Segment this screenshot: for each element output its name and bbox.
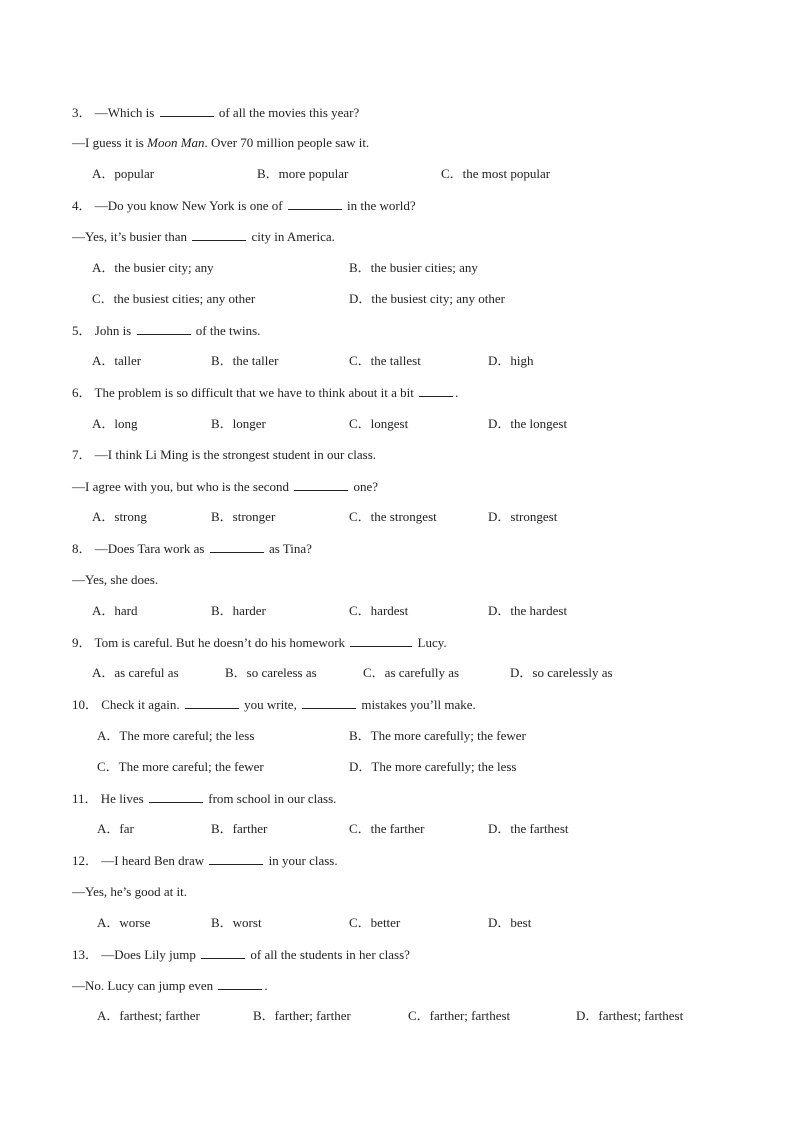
question-9-stem: 9． Tom is careful. But he doesn’t do his homework Lucy. [72,635,447,650]
movie-title: Moon Man [147,135,205,150]
question-13-stem: 13． —Does Lily jump of all the students in her class? [72,947,410,962]
question-number: 12． [72,853,99,868]
question-number: 13． [72,947,99,962]
answer-blank [288,196,342,210]
option-c[interactable]: C．as carefully as [363,665,460,680]
option-c[interactable]: C．the strongest [349,509,437,524]
option-a[interactable]: A．long [92,416,138,431]
option-d[interactable]: D．strongest [488,509,558,524]
question-number: 11． [72,791,98,806]
option-b[interactable]: B．farther; farther [253,1008,351,1023]
option-b[interactable]: B．so careless as [225,665,317,680]
question-number: 10． [72,697,99,712]
question-3-response: —I guess it is Moon Man. Over 70 million people saw it. [72,135,370,150]
option-c[interactable]: C．The more careful; the fewer [97,759,264,774]
option-b[interactable]: B．farther [211,821,268,836]
option-a[interactable]: A．The more careful; the less [97,728,255,743]
answer-blank [192,227,246,241]
question-number: 4． [72,198,92,213]
question-10-stem: 10． Check it again. you write, mistakes you’ll make. [72,697,476,712]
answer-blank [149,789,203,803]
question-4-response: —Yes, it’s busier than city in America. [72,229,335,244]
option-a[interactable]: A．far [97,821,134,836]
question-number: 6． [72,385,92,400]
option-b[interactable]: B．harder [211,603,266,618]
answer-blank [419,383,453,397]
question-number: 9． [72,635,92,650]
answer-blank [302,695,356,709]
question-6-stem: 6． The problem is so difficult that we have to think about it a bit . [72,385,459,400]
option-d[interactable]: D．the farthest [488,821,569,836]
answer-blank [160,103,214,117]
option-a[interactable]: A．hard [92,603,138,618]
question-4-stem: 4． —Do you know New York is one of in the world? [72,198,416,213]
option-a[interactable]: A．farthest; farther [97,1008,200,1023]
option-b[interactable]: B．The more carefully; the fewer [349,728,526,743]
answer-blank [209,851,263,865]
question-number: 7． [72,447,92,462]
option-d[interactable]: D．The more carefully; the less [349,759,517,774]
option-c[interactable]: C．farther; farthest [408,1008,511,1023]
option-c[interactable]: C．the busiest cities; any other [92,291,256,306]
option-a[interactable]: A．worse [97,915,151,930]
option-c[interactable]: C．longest [349,416,409,431]
answer-blank [201,945,245,959]
question-5-stem: 5． John is of the twins. [72,323,261,338]
option-d[interactable]: D．high [488,353,534,368]
answer-blank [185,695,239,709]
option-d[interactable]: D．best [488,915,532,930]
option-b[interactable]: B．the busier cities; any [349,260,478,275]
question-number: 3． [72,105,92,120]
option-b[interactable]: B．worst [211,915,262,930]
option-c[interactable]: C．hardest [349,603,409,618]
option-a[interactable]: A．popular [92,166,155,181]
answer-blank [294,477,348,491]
option-b[interactable]: B．more popular [257,166,349,181]
question-13-response: —No. Lucy can jump even . [72,978,268,993]
option-a[interactable]: A．as careful as [92,665,179,680]
option-d[interactable]: D．the busiest city; any other [349,291,505,306]
option-a[interactable]: A．strong [92,509,147,524]
option-c[interactable]: C．the farther [349,821,425,836]
question-number: 8． [72,541,92,556]
question-11-stem: 11． He lives from school in our class. [72,791,337,806]
option-d[interactable]: D．farthest; farthest [576,1008,684,1023]
answer-blank [210,539,264,553]
option-d[interactable]: D．the longest [488,416,568,431]
option-a[interactable]: A．taller [92,353,142,368]
answer-blank [137,321,191,335]
answer-blank [218,976,262,990]
option-c[interactable]: C．better [349,915,401,930]
option-a[interactable]: A．the busier city; any [92,260,214,275]
option-c[interactable]: C．the most popular [441,166,551,181]
question-12-stem: 12． —I heard Ben draw in your class. [72,853,338,868]
question-8-response: —Yes, she does. [72,572,159,587]
question-12-response: —Yes, he’s good at it. [72,884,187,899]
question-7-response: —I agree with you, but who is the second one? [72,479,379,494]
option-c[interactable]: C．the tallest [349,353,421,368]
question-8-stem: 8． —Does Tara work as as Tina? [72,541,312,556]
question-number: 5． [72,323,92,338]
option-b[interactable]: B．the taller [211,353,279,368]
option-d[interactable]: D．so carelessly as [510,665,613,680]
option-b[interactable]: B．longer [211,416,266,431]
question-7-stem: 7． —I think Li Ming is the strongest student in our class. [72,447,377,462]
answer-blank [350,633,412,647]
option-b[interactable]: B．stronger [211,509,276,524]
question-3-stem: 3． —Which is of all the movies this year? [72,105,360,120]
option-d[interactable]: D．the hardest [488,603,568,618]
